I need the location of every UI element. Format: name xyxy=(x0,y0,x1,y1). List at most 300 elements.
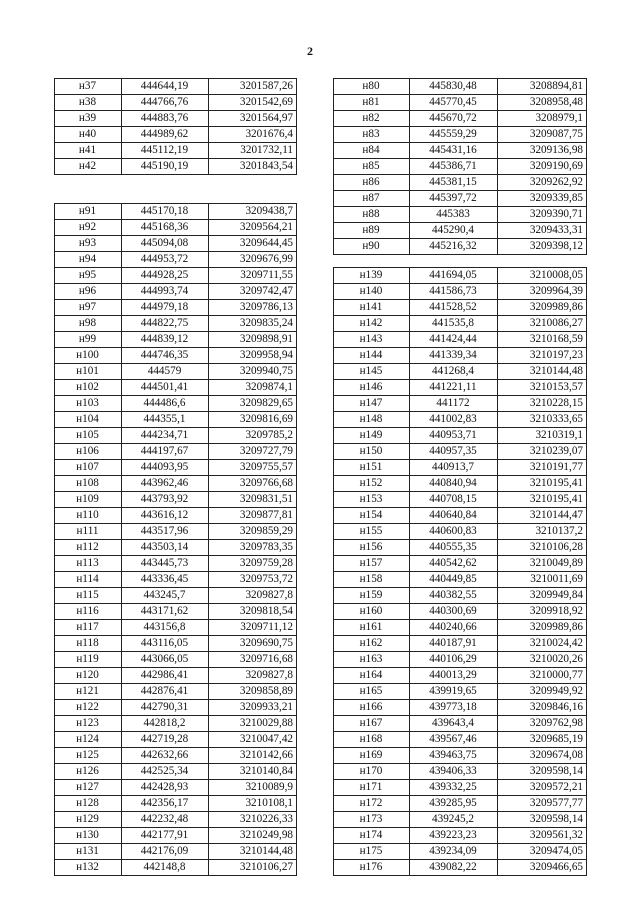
y-coordinate-cell: 3209644,45 xyxy=(209,236,297,252)
point-name-cell: н101 xyxy=(55,364,122,380)
table-row xyxy=(334,796,587,812)
x-coordinate-cell: 445381,15 xyxy=(410,175,498,191)
point-name-cell: н95 xyxy=(55,268,122,284)
table-row xyxy=(55,812,297,828)
point-name-cell: н125 xyxy=(55,748,122,764)
y-coordinate-cell: 3209716,68 xyxy=(209,652,297,668)
x-coordinate-cell: 439463,75 xyxy=(410,748,498,764)
x-coordinate-cell: 444766,76 xyxy=(122,95,209,111)
table-row xyxy=(55,828,297,844)
x-coordinate-cell: 443245,7 xyxy=(122,588,209,604)
y-coordinate-cell: 3210195,41 xyxy=(498,476,587,492)
y-coordinate-cell: 3210140,84 xyxy=(209,764,297,780)
table-row xyxy=(334,668,587,684)
point-name-cell: н96 xyxy=(55,284,122,300)
x-coordinate-cell: 440013,29 xyxy=(410,668,498,684)
x-coordinate-cell: 439919,65 xyxy=(410,684,498,700)
x-coordinate-cell: 440300,69 xyxy=(410,604,498,620)
y-coordinate-cell: 3209438,7 xyxy=(209,204,297,220)
table-row xyxy=(334,860,587,876)
x-coordinate-cell: 444644,19 xyxy=(122,79,209,95)
table-row xyxy=(334,332,587,348)
table-row xyxy=(334,636,587,652)
table-row xyxy=(55,524,297,540)
table-row xyxy=(55,252,297,268)
point-name-cell: н124 xyxy=(55,732,122,748)
y-coordinate-cell: 3201564,97 xyxy=(209,111,297,127)
table-row xyxy=(55,380,297,396)
point-name-cell: н173 xyxy=(334,812,410,828)
point-name-cell: н166 xyxy=(334,700,410,716)
x-coordinate-cell: 441002,83 xyxy=(410,412,498,428)
x-coordinate-cell: 439643,4 xyxy=(410,716,498,732)
point-name-cell: н39 xyxy=(55,111,122,127)
table-row xyxy=(55,396,297,412)
table-row xyxy=(334,364,587,380)
point-name-cell: н98 xyxy=(55,316,122,332)
table-row xyxy=(55,460,297,476)
point-name-cell: н114 xyxy=(55,572,122,588)
x-coordinate-cell: 444979,18 xyxy=(122,300,209,316)
table-row xyxy=(334,143,587,159)
point-name-cell: н40 xyxy=(55,127,122,143)
table-row xyxy=(55,796,297,812)
y-coordinate-cell: 3209742,47 xyxy=(209,284,297,300)
x-coordinate-cell: 444501,41 xyxy=(122,380,209,396)
x-coordinate-cell: 440382,55 xyxy=(410,588,498,604)
y-coordinate-cell: 3210089,9 xyxy=(209,780,297,796)
table-row xyxy=(55,700,297,716)
table-row xyxy=(334,316,587,332)
table-row xyxy=(334,127,587,143)
table-row xyxy=(334,764,587,780)
table-row xyxy=(55,844,297,860)
point-name-cell: н112 xyxy=(55,540,122,556)
x-coordinate-cell: 443336,45 xyxy=(122,572,209,588)
point-name-cell: н145 xyxy=(334,364,410,380)
table-row xyxy=(55,79,297,95)
x-coordinate-cell: 445168,36 xyxy=(122,220,209,236)
y-coordinate-cell: 3209433,31 xyxy=(498,223,587,239)
table-row xyxy=(334,396,587,412)
point-name-cell: н128 xyxy=(55,796,122,812)
table-row xyxy=(55,204,297,220)
point-name-cell: н147 xyxy=(334,396,410,412)
point-name-cell: н90 xyxy=(334,239,410,255)
table-row xyxy=(334,284,587,300)
y-coordinate-cell: 3209949,92 xyxy=(498,684,587,700)
table-row xyxy=(55,652,297,668)
table-row xyxy=(55,556,297,572)
table-row xyxy=(334,524,587,540)
y-coordinate-cell: 3209577,77 xyxy=(498,796,587,812)
y-coordinate-cell: 3209827,8 xyxy=(209,668,297,684)
y-coordinate-cell: 3209676,99 xyxy=(209,252,297,268)
y-coordinate-cell: 3209858,89 xyxy=(209,684,297,700)
y-coordinate-cell: 3209262,92 xyxy=(498,175,587,191)
point-name-cell: н129 xyxy=(55,812,122,828)
y-coordinate-cell: 3210049,89 xyxy=(498,556,587,572)
table-row xyxy=(55,268,297,284)
point-name-cell: н143 xyxy=(334,332,410,348)
point-name-cell: н150 xyxy=(334,444,410,460)
y-coordinate-cell: 3209674,08 xyxy=(498,748,587,764)
point-name-cell: н154 xyxy=(334,508,410,524)
coordinates-table-1 xyxy=(54,78,297,175)
point-name-cell: н111 xyxy=(55,524,122,540)
table-row xyxy=(334,191,587,207)
x-coordinate-cell: 442176,09 xyxy=(122,844,209,860)
y-coordinate-cell: 3210228,15 xyxy=(498,396,587,412)
x-coordinate-cell: 439773,18 xyxy=(410,700,498,716)
point-name-cell: н158 xyxy=(334,572,410,588)
y-coordinate-cell: 3209877,81 xyxy=(209,508,297,524)
y-coordinate-cell: 3208979,1 xyxy=(498,111,587,127)
point-name-cell: н161 xyxy=(334,620,410,636)
y-coordinate-cell: 3210108,1 xyxy=(209,796,297,812)
point-name-cell: н170 xyxy=(334,764,410,780)
point-name-cell: н157 xyxy=(334,556,410,572)
y-coordinate-cell: 3209989,86 xyxy=(498,300,587,316)
x-coordinate-cell: 443116,05 xyxy=(122,636,209,652)
x-coordinate-cell: 442632,66 xyxy=(122,748,209,764)
table-row xyxy=(334,748,587,764)
x-coordinate-cell: 440957,35 xyxy=(410,444,498,460)
point-name-cell: н81 xyxy=(334,95,410,111)
point-name-cell: н117 xyxy=(55,620,122,636)
point-name-cell: н130 xyxy=(55,828,122,844)
point-name-cell: н37 xyxy=(55,79,122,95)
point-name-cell: н87 xyxy=(334,191,410,207)
y-coordinate-cell: 3210137,2 xyxy=(498,524,587,540)
point-name-cell: н140 xyxy=(334,284,410,300)
y-coordinate-cell: 3201843,54 xyxy=(209,159,297,175)
y-coordinate-cell: 3209835,24 xyxy=(209,316,297,332)
point-name-cell: н107 xyxy=(55,460,122,476)
point-name-cell: н115 xyxy=(55,588,122,604)
table-row xyxy=(334,812,587,828)
table-row xyxy=(334,175,587,191)
coordinates-table-3 xyxy=(333,78,587,255)
point-name-cell: н92 xyxy=(55,220,122,236)
y-coordinate-cell: 3210249,98 xyxy=(209,828,297,844)
x-coordinate-cell: 439567,46 xyxy=(410,732,498,748)
x-coordinate-cell: 445190,19 xyxy=(122,159,209,175)
y-coordinate-cell: 3210168,59 xyxy=(498,332,587,348)
point-name-cell: н151 xyxy=(334,460,410,476)
x-coordinate-cell: 442986,41 xyxy=(122,668,209,684)
x-coordinate-cell: 443962,46 xyxy=(122,476,209,492)
x-coordinate-cell: 443517,96 xyxy=(122,524,209,540)
table-row xyxy=(55,412,297,428)
table-row xyxy=(334,268,587,284)
x-coordinate-cell: 444093,95 xyxy=(122,460,209,476)
point-name-cell: н108 xyxy=(55,476,122,492)
x-coordinate-cell: 440106,29 xyxy=(410,652,498,668)
x-coordinate-cell: 440708,15 xyxy=(410,492,498,508)
point-name-cell: н103 xyxy=(55,396,122,412)
table-row xyxy=(334,428,587,444)
point-name-cell: н41 xyxy=(55,143,122,159)
point-name-cell: н106 xyxy=(55,444,122,460)
table-row xyxy=(334,79,587,95)
x-coordinate-cell: 440840,94 xyxy=(410,476,498,492)
y-coordinate-cell: 3209783,35 xyxy=(209,540,297,556)
x-coordinate-cell: 444234,71 xyxy=(122,428,209,444)
point-name-cell: н102 xyxy=(55,380,122,396)
table-row xyxy=(334,588,587,604)
point-name-cell: н99 xyxy=(55,332,122,348)
y-coordinate-cell: 3209786,13 xyxy=(209,300,297,316)
point-name-cell: н146 xyxy=(334,380,410,396)
point-name-cell: н132 xyxy=(55,860,122,876)
y-coordinate-cell: 3210153,57 xyxy=(498,380,587,396)
x-coordinate-cell: 441694,05 xyxy=(410,268,498,284)
x-coordinate-cell: 445670,72 xyxy=(410,111,498,127)
table-row xyxy=(334,476,587,492)
y-coordinate-cell: 3210011,69 xyxy=(498,572,587,588)
table-row xyxy=(334,223,587,239)
x-coordinate-cell: 443156,8 xyxy=(122,620,209,636)
y-coordinate-cell: 3209339,85 xyxy=(498,191,587,207)
point-name-cell: н104 xyxy=(55,412,122,428)
table-row xyxy=(55,300,297,316)
x-coordinate-cell: 443445,73 xyxy=(122,556,209,572)
point-name-cell: н38 xyxy=(55,95,122,111)
point-name-cell: н86 xyxy=(334,175,410,191)
y-coordinate-cell: 3209136,98 xyxy=(498,143,587,159)
x-coordinate-cell: 445559,29 xyxy=(410,127,498,143)
point-name-cell: н163 xyxy=(334,652,410,668)
x-coordinate-cell: 442525,34 xyxy=(122,764,209,780)
table-row xyxy=(334,828,587,844)
point-name-cell: н105 xyxy=(55,428,122,444)
y-coordinate-cell: 3210226,33 xyxy=(209,812,297,828)
table-row xyxy=(334,780,587,796)
x-coordinate-cell: 444197,67 xyxy=(122,444,209,460)
coordinates-table-4 xyxy=(333,267,587,876)
point-name-cell: н172 xyxy=(334,796,410,812)
point-name-cell: н94 xyxy=(55,252,122,268)
table-row xyxy=(334,572,587,588)
x-coordinate-cell: 441535,8 xyxy=(410,316,498,332)
x-coordinate-cell: 442232,48 xyxy=(122,812,209,828)
x-coordinate-cell: 442428,93 xyxy=(122,780,209,796)
point-name-cell: н144 xyxy=(334,348,410,364)
x-coordinate-cell: 445216,32 xyxy=(410,239,498,255)
x-coordinate-cell: 439332,25 xyxy=(410,780,498,796)
x-coordinate-cell: 445397,72 xyxy=(410,191,498,207)
y-coordinate-cell: 3209190,69 xyxy=(498,159,587,175)
y-coordinate-cell: 3209958,94 xyxy=(209,348,297,364)
point-name-cell: н175 xyxy=(334,844,410,860)
table-row xyxy=(334,444,587,460)
x-coordinate-cell: 439223,23 xyxy=(410,828,498,844)
point-name-cell: н121 xyxy=(55,684,122,700)
point-name-cell: н84 xyxy=(334,143,410,159)
point-name-cell: н85 xyxy=(334,159,410,175)
y-coordinate-cell: 3209859,29 xyxy=(209,524,297,540)
x-coordinate-cell: 445830,48 xyxy=(410,79,498,95)
x-coordinate-cell: 439406,33 xyxy=(410,764,498,780)
y-coordinate-cell: 3209964,39 xyxy=(498,284,587,300)
x-coordinate-cell: 445170,18 xyxy=(122,204,209,220)
x-coordinate-cell: 443793,92 xyxy=(122,492,209,508)
x-coordinate-cell: 442177,91 xyxy=(122,828,209,844)
table-row xyxy=(55,620,297,636)
y-coordinate-cell: 3209755,57 xyxy=(209,460,297,476)
x-coordinate-cell: 444355,1 xyxy=(122,412,209,428)
y-coordinate-cell: 3209785,2 xyxy=(209,428,297,444)
point-name-cell: н155 xyxy=(334,524,410,540)
y-coordinate-cell: 3209829,65 xyxy=(209,396,297,412)
y-coordinate-cell: 3209762,98 xyxy=(498,716,587,732)
y-coordinate-cell: 3209685,19 xyxy=(498,732,587,748)
y-coordinate-cell: 3210008,05 xyxy=(498,268,587,284)
table-row xyxy=(55,588,297,604)
table-row xyxy=(55,428,297,444)
table-row xyxy=(55,111,297,127)
y-coordinate-cell: 3210142,66 xyxy=(209,748,297,764)
point-name-cell: н162 xyxy=(334,636,410,652)
x-coordinate-cell: 445386,71 xyxy=(410,159,498,175)
y-coordinate-cell: 3210106,28 xyxy=(498,540,587,556)
table-row xyxy=(334,239,587,255)
y-coordinate-cell: 3210197,23 xyxy=(498,348,587,364)
x-coordinate-cell: 444953,72 xyxy=(122,252,209,268)
x-coordinate-cell: 444993,74 xyxy=(122,284,209,300)
x-coordinate-cell: 440640,84 xyxy=(410,508,498,524)
table-row xyxy=(334,460,587,476)
point-name-cell: н89 xyxy=(334,223,410,239)
y-coordinate-cell: 3210319,1 xyxy=(498,428,587,444)
y-coordinate-cell: 3209933,21 xyxy=(209,700,297,716)
table-row xyxy=(55,348,297,364)
x-coordinate-cell: 441424,44 xyxy=(410,332,498,348)
y-coordinate-cell: 3208894,81 xyxy=(498,79,587,95)
x-coordinate-cell: 443171,62 xyxy=(122,604,209,620)
y-coordinate-cell: 3210144,47 xyxy=(498,508,587,524)
point-name-cell: н113 xyxy=(55,556,122,572)
point-name-cell: н127 xyxy=(55,780,122,796)
x-coordinate-cell: 439245,2 xyxy=(410,812,498,828)
table-row xyxy=(55,159,297,175)
x-coordinate-cell: 443066,05 xyxy=(122,652,209,668)
point-name-cell: н131 xyxy=(55,844,122,860)
point-name-cell: н88 xyxy=(334,207,410,223)
y-coordinate-cell: 3209466,65 xyxy=(498,860,587,876)
y-coordinate-cell: 3210000,77 xyxy=(498,668,587,684)
y-coordinate-cell: 3209564,21 xyxy=(209,220,297,236)
point-name-cell: н118 xyxy=(55,636,122,652)
point-name-cell: н168 xyxy=(334,732,410,748)
table-row xyxy=(334,604,587,620)
y-coordinate-cell: 3209874,1 xyxy=(209,380,297,396)
point-name-cell: н141 xyxy=(334,300,410,316)
table-row xyxy=(55,127,297,143)
x-coordinate-cell: 440449,85 xyxy=(410,572,498,588)
table-row xyxy=(55,143,297,159)
x-coordinate-cell: 444928,25 xyxy=(122,268,209,284)
point-name-cell: н109 xyxy=(55,492,122,508)
x-coordinate-cell: 443503,14 xyxy=(122,540,209,556)
table-row xyxy=(55,444,297,460)
point-name-cell: н165 xyxy=(334,684,410,700)
table-row xyxy=(334,95,587,111)
table-row xyxy=(55,636,297,652)
table-row xyxy=(55,748,297,764)
y-coordinate-cell: 3209753,72 xyxy=(209,572,297,588)
point-name-cell: н100 xyxy=(55,348,122,364)
table-row xyxy=(334,412,587,428)
y-coordinate-cell: 3201542,69 xyxy=(209,95,297,111)
x-coordinate-cell: 444839,12 xyxy=(122,332,209,348)
table-row xyxy=(334,732,587,748)
table-row xyxy=(334,716,587,732)
y-coordinate-cell: 3201587,26 xyxy=(209,79,297,95)
table-row xyxy=(334,556,587,572)
y-coordinate-cell: 3209831,51 xyxy=(209,492,297,508)
table-row xyxy=(55,316,297,332)
x-coordinate-cell: 442818,2 xyxy=(122,716,209,732)
table-row xyxy=(334,652,587,668)
table-row xyxy=(334,348,587,364)
y-coordinate-cell: 3209561,32 xyxy=(498,828,587,844)
y-coordinate-cell: 3201676,4 xyxy=(209,127,297,143)
point-name-cell: н159 xyxy=(334,588,410,604)
point-name-cell: н171 xyxy=(334,780,410,796)
point-name-cell: н149 xyxy=(334,428,410,444)
y-coordinate-cell: 3209598,14 xyxy=(498,812,587,828)
x-coordinate-cell: 441339,34 xyxy=(410,348,498,364)
y-coordinate-cell: 3210239,07 xyxy=(498,444,587,460)
point-name-cell: н82 xyxy=(334,111,410,127)
x-coordinate-cell: 440240,66 xyxy=(410,620,498,636)
table-row xyxy=(55,684,297,700)
y-coordinate-cell: 3210195,41 xyxy=(498,492,587,508)
y-coordinate-cell: 3208958,48 xyxy=(498,95,587,111)
table-row xyxy=(55,236,297,252)
table-row xyxy=(55,220,297,236)
table-row xyxy=(334,620,587,636)
y-coordinate-cell: 3210144,48 xyxy=(498,364,587,380)
x-coordinate-cell: 440953,71 xyxy=(410,428,498,444)
x-coordinate-cell: 441528,52 xyxy=(410,300,498,316)
point-name-cell: н110 xyxy=(55,508,122,524)
table-row xyxy=(55,732,297,748)
y-coordinate-cell: 3209390,71 xyxy=(498,207,587,223)
y-coordinate-cell: 3209711,55 xyxy=(209,268,297,284)
y-coordinate-cell: 3209818,54 xyxy=(209,604,297,620)
x-coordinate-cell: 442790,31 xyxy=(122,700,209,716)
table-row xyxy=(334,111,587,127)
table-row xyxy=(55,764,297,780)
point-name-cell: н93 xyxy=(55,236,122,252)
point-name-cell: н119 xyxy=(55,652,122,668)
x-coordinate-cell: 443616,12 xyxy=(122,508,209,524)
table-row xyxy=(334,207,587,223)
point-name-cell: н153 xyxy=(334,492,410,508)
y-coordinate-cell: 3209474,05 xyxy=(498,844,587,860)
point-name-cell: н83 xyxy=(334,127,410,143)
y-coordinate-cell: 3210144,48 xyxy=(209,844,297,860)
point-name-cell: н97 xyxy=(55,300,122,316)
y-coordinate-cell: 3209816,69 xyxy=(209,412,297,428)
y-coordinate-cell: 3209846,16 xyxy=(498,700,587,716)
x-coordinate-cell: 440187,91 xyxy=(410,636,498,652)
table-row xyxy=(334,540,587,556)
x-coordinate-cell: 444822,75 xyxy=(122,316,209,332)
